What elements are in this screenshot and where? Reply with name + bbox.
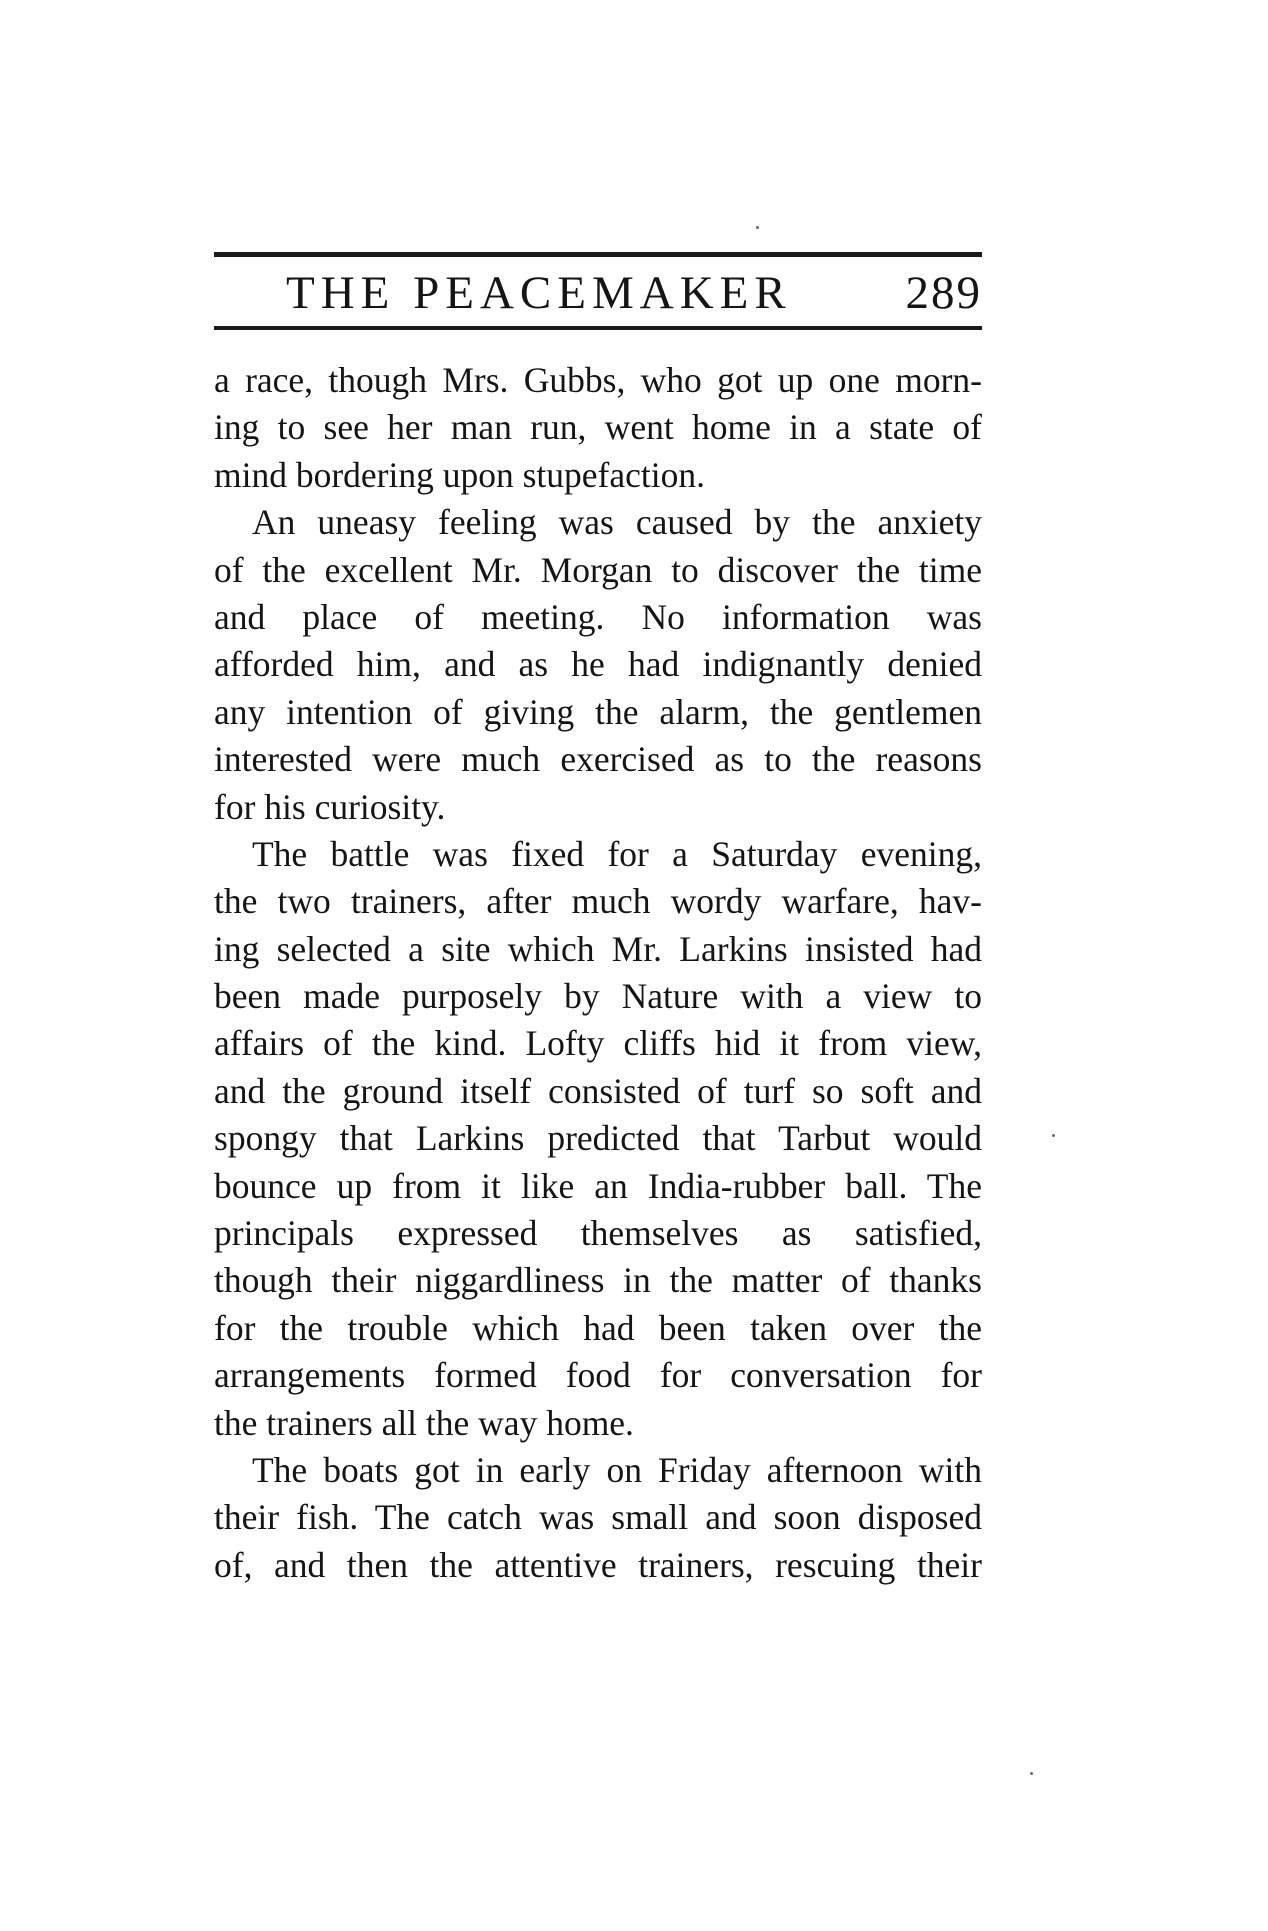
text-line: An uneasy feeling was caused by the anxiety bbox=[252, 502, 982, 543]
text-line: bounce up from it like an India-rubber ball. The bbox=[214, 1165, 982, 1206]
text-line: for the trouble which had been taken over the bbox=[214, 1307, 982, 1348]
text-line: The boats got in early on Friday afternoon with bbox=[252, 1449, 982, 1490]
text-line: ing selected a site which Mr. Larkins insisted had bbox=[214, 928, 982, 969]
page-header bbox=[214, 262, 982, 324]
paragraph-1 bbox=[214, 357, 982, 499]
text-line: a race, though Mrs. Gubbs, who got up one morn- bbox=[214, 360, 982, 400]
header-bottom-rule bbox=[214, 326, 982, 330]
text-line: their fish. The catch was small and soon disposed bbox=[214, 1497, 982, 1538]
text-line: mind bordering upon stupefaction. bbox=[214, 454, 705, 495]
text-line: the two trainers, after much wordy warfare, hav- bbox=[214, 881, 982, 922]
text-line: any intention of giving the alarm, the gentlemen bbox=[214, 691, 982, 732]
body-text bbox=[214, 357, 982, 1589]
text-line: been made purposely by Nature with a view to bbox=[214, 976, 982, 1017]
paragraph-3 bbox=[214, 831, 982, 1447]
running-head: THE PEACEMAKER bbox=[286, 267, 792, 319]
header-top-rule bbox=[214, 252, 982, 257]
text-line: principals expressed themselves as satisfied, bbox=[214, 1213, 982, 1254]
paragraph-2 bbox=[214, 499, 982, 831]
page-number: 289 bbox=[905, 267, 982, 319]
paragraph-4 bbox=[214, 1447, 982, 1589]
text-line: for his curiosity. bbox=[214, 786, 446, 827]
text-line: and the ground itself consisted of turf so soft and bbox=[214, 1070, 982, 1111]
text-line: though their niggardliness in the matter of thanks bbox=[214, 1260, 982, 1301]
text-line: interested were much exercised as to the reasons bbox=[214, 739, 982, 780]
text-line: ing to see her man run, went home in a state of bbox=[214, 407, 982, 448]
text-line: and place of meeting. No information was bbox=[214, 596, 982, 637]
text-line: affairs of the kind. Lofty cliffs hid it from view, bbox=[214, 1023, 982, 1064]
scan-speck bbox=[756, 226, 759, 229]
text-line: afforded him, and as he had indignantly denied bbox=[214, 644, 982, 685]
text-line: the trainers all the way home. bbox=[214, 1402, 634, 1443]
text-line: of, and then the attentive trainers, rescuing their bbox=[214, 1544, 982, 1585]
text-line: The battle was fixed for a Saturday evening, bbox=[252, 833, 982, 874]
text-line: arrangements formed food for conversation for bbox=[214, 1355, 982, 1396]
text-line: spongy that Larkins predicted that Tarbut would bbox=[214, 1118, 982, 1159]
scan-speck bbox=[1030, 1772, 1033, 1775]
scan-speck bbox=[1052, 1134, 1055, 1137]
text-line: of the excellent Mr. Morgan to discover the time bbox=[214, 549, 982, 590]
